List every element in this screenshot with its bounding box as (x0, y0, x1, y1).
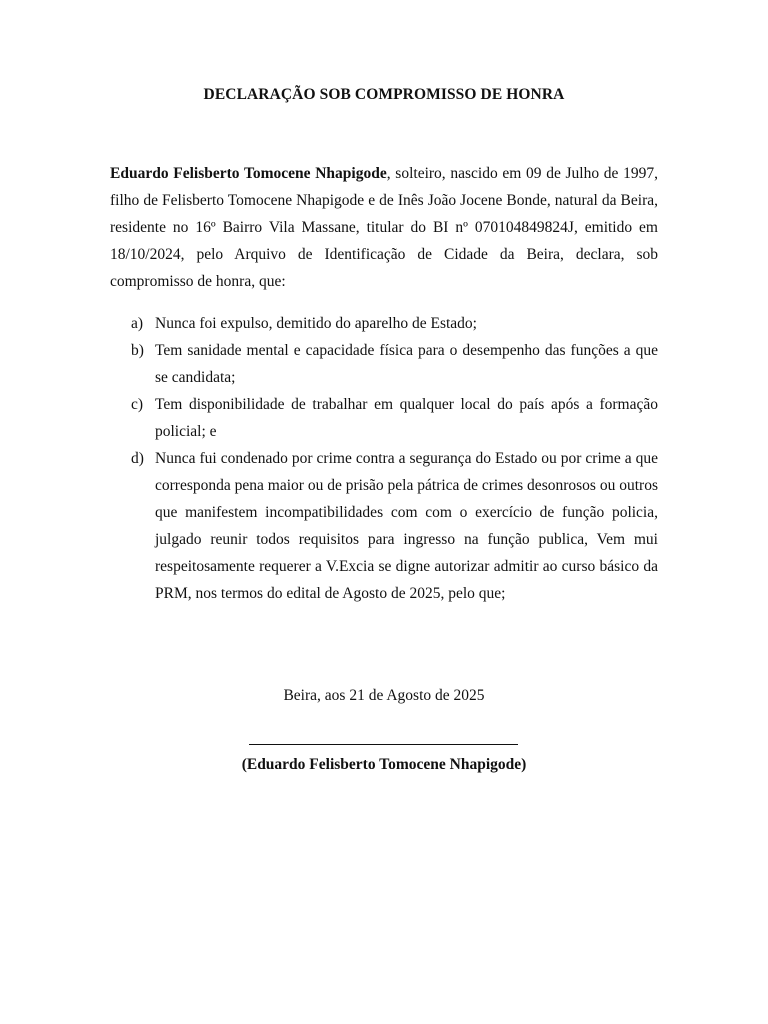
list-item-text: Tem disponibilidade de trabalhar em qualquer local do país após a formação policial; e (155, 396, 658, 440)
place-date: Beira, aos 21 de Agosto de 2025 (283, 687, 485, 704)
signature-name: (Eduardo Felisberto Tomocene Nhapigode) (241, 756, 527, 773)
list-item (110, 310, 658, 337)
list-item (110, 391, 658, 445)
document-title: DECLARAÇÃO SOB COMPROMISSO DE HONRA (203, 86, 565, 103)
list-item-marker: c) (131, 396, 144, 413)
declaration-items-list (110, 310, 658, 607)
list-item (110, 445, 658, 607)
list-item-marker: a) (131, 315, 144, 332)
list-item-text: Nunca fui condenado por crime contra a segurança do Estado ou por crime a que corresponda pena maior ou de prisão pela pátrica de crimes desonrosos ou outros que manifestem incompatibilidades com com o exercício de função policia, julgado reunir todos requisitos para ingresso na função publica, Vem mui respeitosamente requerer a V.Excia se digne autorizar admitir ao curso básico da PRM, nos termos do edital de Agosto de 2025, pelo que; (155, 450, 658, 602)
list-item-marker: d) (131, 450, 144, 467)
declarant-name: Eduardo Felisberto Tomocene Nhapigode (110, 165, 387, 182)
declaration-intro-text: , solteiro, nascido em 09 de Julho de 1997, filho de Felisberto Tomocene Nhapigode e de Inês João Jocene Bonde, natural da Beira, residente no 16º Bairro Vila Massane, titular do BI nº 070104849824J, emitido em 18/10/2024, pelo Arquivo de Identificação de Cidade da Beira, declara, sob compromisso de honra, que: (110, 165, 658, 290)
list-item-text: Nunca foi expulso, demitido do aparelho de Estado; (155, 315, 477, 332)
list-item-marker: b) (131, 342, 144, 359)
signature-line (249, 744, 518, 745)
list-item (110, 337, 658, 391)
declaration-paragraph (110, 160, 658, 295)
list-item-text: Tem sanidade mental e capacidade física para o desempenho das funções a que se candidata; (155, 342, 658, 386)
